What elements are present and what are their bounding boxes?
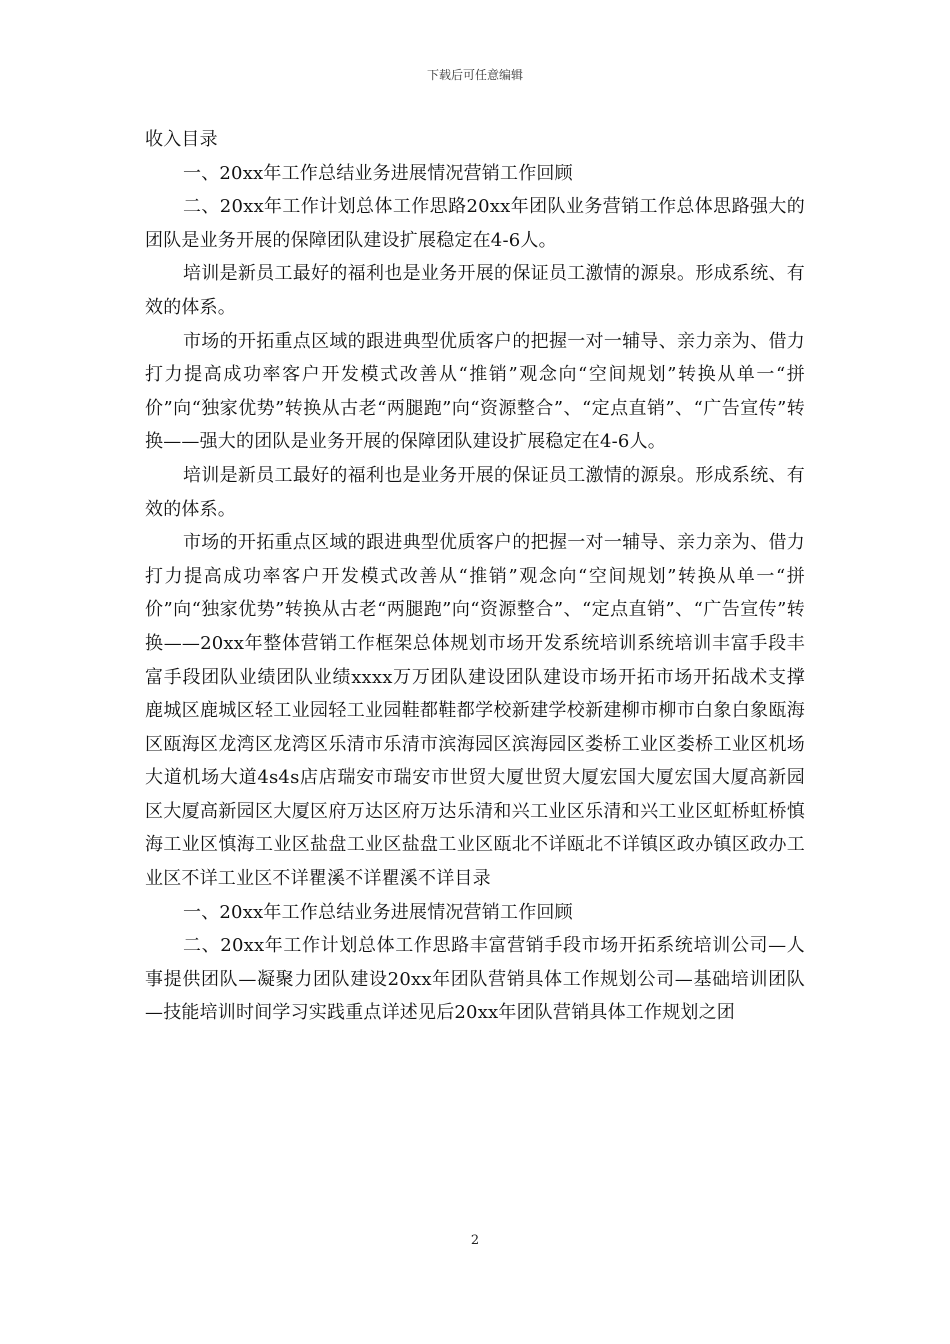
paragraph: 一、20xx年工作总结业务进展情况营销工作回顾 (183, 901, 573, 923)
paragraph: 二、20xx年工作计划总体工作思路20xx年团队业务营销工作总体思路强大的团队是业务开展的保障团队建设扩展稳定在4-6人。 (145, 196, 805, 251)
paragraph: 市场的开拓重点区域的跟进典型优质客户的把握一对一辅导、亲力亲为、借力打力提高成功率客户开发模式改善从“推销”观念向“空间规划”转换从单一“拼价”向“独家优势”转换从古老“两腿跑”向“资源整合”、“定点直销”、“广告宣传”转换——20xx年整体营销工作框架总体规划市场开发系统培训系统培训丰富手段丰富手段团队业绩团队业绩xxxx万万团队建设团队建设市场开拓市场开拓战术支撑鹿城区鹿城区轻工业园轻工业园鞋都鞋都学校新建学校新建柳市柳市白象白象瓯海区瓯海区龙湾区龙湾区乐清市乐清市滨海园区滨海园区娄桥工业区娄桥工业区机场大道机场大道4s4s店店瑞安市瑞安市世贸大厦世贸大厦宏国大厦宏国大厦高新园区大厦高新园区大厦区府万达区府万达乐清和兴工业区乐清和兴工业区虹桥虹桥慎海工业区慎海工业区盐盘工业区盐盘工业区瓯北不详瓯北不详镇区政办镇区政办工业区不详工业区不详瞿溪不详瞿溪不详目录 (145, 532, 805, 890)
paragraph: 培训是新员工最好的福利也是业务开展的保证员工激情的源泉。形成系统、有效的体系。 (145, 263, 805, 318)
paragraph: 培训是新员工最好的福利也是业务开展的保证员工激情的源泉。形成系统、有效的体系。 (145, 464, 805, 520)
page-number: 2 (470, 1233, 480, 1248)
paragraph-heading: 收入目录 (145, 129, 218, 150)
paragraph: 二、20xx年工作计划总体工作思路丰富营销手段市场开拓系统培训公司—人事提供团队—凝聚力团队建设20xx年团队营销具体工作规划公司—基础培训团队—技能培训时间学习实践重点详述见后20xx年团队营销具体工作规划之团 (145, 935, 805, 1024)
document-body (145, 123, 805, 1030)
paragraph: 市场的开拓重点区域的跟进典型优质客户的把握一对一辅导、亲力亲为、借力打力提高成功率客户开发模式改善从“推销”观念向“空间规划”转换从单一“拼价”向“独家优势”转换从古老“两腿跑”向“资源整合”、“定点直销”、“广告宣传”转换——强大的团队是业务开展的保障团队建设扩展稳定在4-6人。 (145, 330, 805, 453)
page-header: 下载后可任意编辑 (426, 68, 523, 82)
paragraph: 一、20xx年工作总结业务进展情况营销工作回顾 (183, 162, 573, 184)
